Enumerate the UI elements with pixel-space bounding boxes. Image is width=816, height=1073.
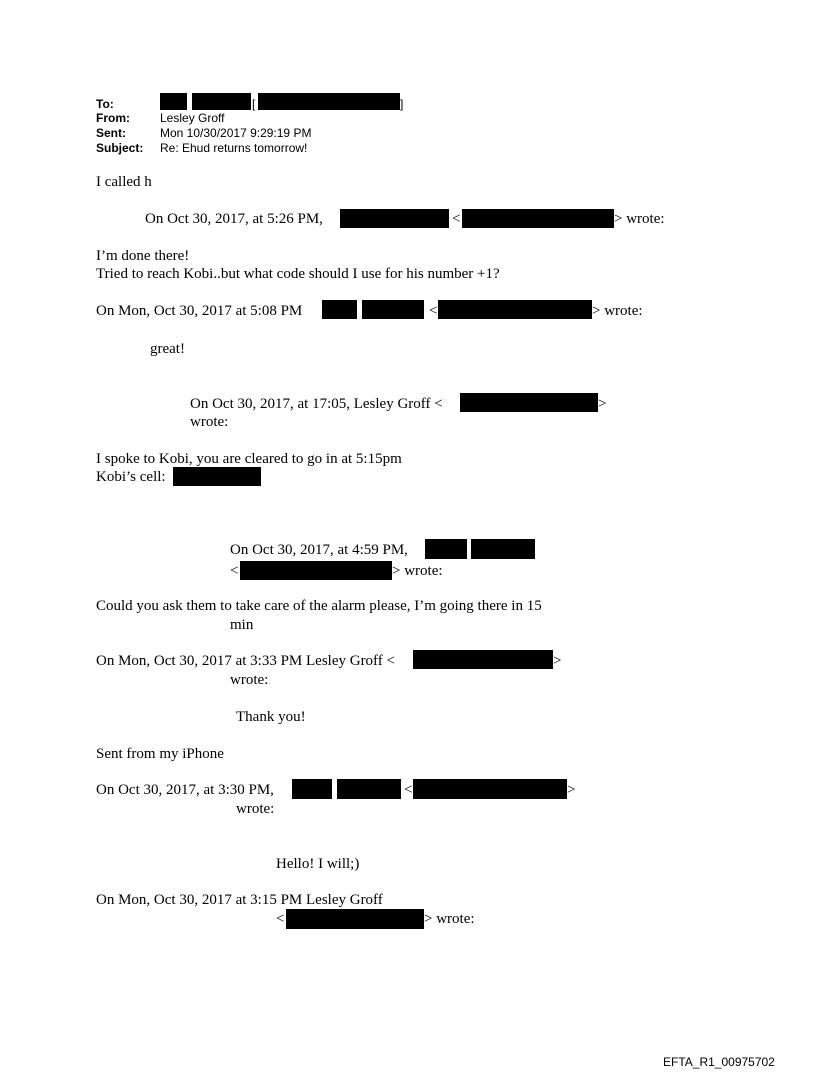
- quote-lt: <: [429, 303, 438, 319]
- quote-lt: <: [276, 911, 285, 927]
- body-line: I called h: [96, 174, 152, 190]
- body-line: I’m done there!: [96, 248, 190, 264]
- body-line: Kobi’s cell:: [96, 469, 166, 485]
- subject-label: Subject:: [96, 141, 144, 155]
- quote-wrote: > wrote:: [392, 563, 443, 579]
- body-line: great!: [150, 341, 185, 357]
- quote-header: On Mon, Oct 30, 2017 at 3:33 PM Lesley Groff <: [96, 653, 395, 669]
- redaction-block: [192, 93, 251, 110]
- redaction-block: [460, 393, 598, 412]
- redaction-block: [258, 93, 400, 110]
- body-line: Thank you!: [236, 709, 306, 725]
- redaction-block: [337, 779, 401, 799]
- redaction-block: [471, 539, 535, 559]
- quote-header: On Oct 30, 2017, at 17:05, Lesley Groff <: [190, 396, 443, 412]
- body-line: Hello! I will;): [276, 856, 360, 872]
- quote-gt: >: [598, 396, 607, 412]
- body-line: Tried to reach Kobi..but what code should I use for his number +1?: [96, 266, 500, 282]
- quote-wrote: wrote:: [230, 672, 269, 688]
- redaction-block: [362, 300, 424, 319]
- to-bracket-open: [: [252, 97, 256, 111]
- quote-wrote: wrote:: [236, 801, 275, 817]
- from-label: From:: [96, 111, 130, 125]
- redaction-block: [240, 561, 392, 580]
- redaction-block: [425, 539, 467, 559]
- redaction-block: [160, 93, 187, 110]
- redaction-block: [173, 467, 261, 486]
- quote-lt: <: [452, 211, 461, 227]
- quote-header: On Oct 30, 2017, at 5:26 PM,: [145, 211, 323, 227]
- from-value: Lesley Groff: [160, 111, 225, 125]
- quote-lt: <: [404, 782, 413, 798]
- quote-header: On Mon, Oct 30, 2017 at 3:15 PM Lesley Groff: [96, 892, 383, 908]
- quote-header: On Oct 30, 2017, at 3:30 PM,: [96, 782, 274, 798]
- redaction-block: [286, 909, 424, 929]
- redaction-block: [413, 779, 567, 799]
- body-line: Sent from my iPhone: [96, 746, 224, 762]
- redaction-block: [438, 300, 592, 319]
- quote-wrote: > wrote:: [592, 303, 643, 319]
- to-bracket-close: ]: [400, 97, 404, 111]
- quote-header: On Mon, Oct 30, 2017 at 5:08 PM: [96, 303, 303, 319]
- subject-value: Re: Ehud returns tomorrow!: [160, 141, 308, 155]
- body-line: I spoke to Kobi, you are cleared to go in at 5:15pm: [96, 451, 402, 467]
- quote-lt: <: [230, 563, 239, 579]
- quote-gt: >: [567, 782, 576, 798]
- document-id: EFTA_R1_00975702: [663, 1055, 775, 1069]
- redaction-block: [322, 300, 357, 319]
- redaction-block: [292, 779, 332, 799]
- redaction-block: [462, 209, 614, 228]
- body-line: Could you ask them to take care of the alarm please, I’m going there in 15: [96, 598, 542, 614]
- sent-value: Mon 10/30/2017 9:29:19 PM: [160, 126, 312, 140]
- body-line: min: [230, 617, 254, 633]
- quote-wrote: wrote:: [190, 414, 229, 430]
- redaction-block: [340, 209, 449, 228]
- quote-header: On Oct 30, 2017, at 4:59 PM,: [230, 542, 408, 558]
- redaction-block: [413, 650, 553, 669]
- to-label: To:: [96, 97, 114, 111]
- quote-gt: >: [553, 653, 562, 669]
- sent-label: Sent:: [96, 126, 126, 140]
- quote-wrote: > wrote:: [424, 911, 475, 927]
- quote-wrote: > wrote:: [614, 211, 665, 227]
